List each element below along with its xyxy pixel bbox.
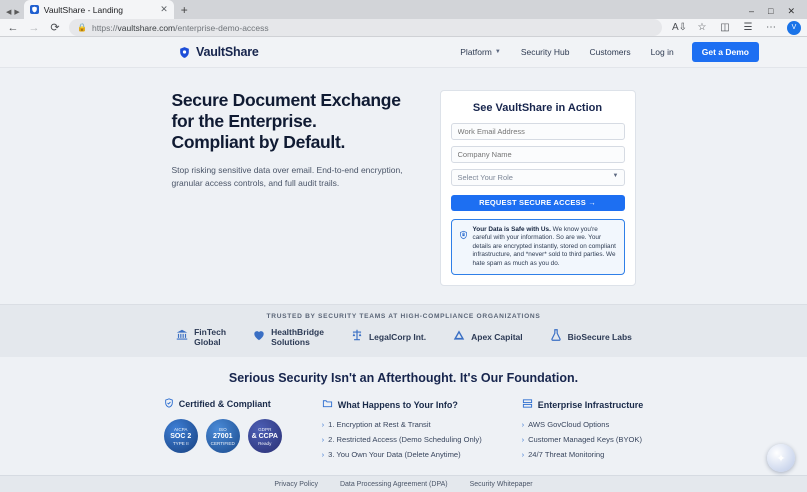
tab-scroll-right-icon[interactable]: ▶ (14, 9, 20, 16)
logo-biosecure-labs (549, 328, 632, 347)
security-section (0, 357, 807, 475)
url-text (92, 23, 269, 33)
logo-line-2: Global (194, 337, 221, 348)
assurance-body: We know you're careful with your information. So are we. Your details are encrypted instantly, stored on compliant infrastructure, and *never* sold to third parties. We hate spam as much as you do. (472, 225, 616, 267)
column-heading (522, 398, 644, 411)
badge-gdpr-ccpa (248, 419, 282, 453)
page-title (172, 90, 404, 153)
company-field[interactable] (451, 146, 625, 163)
url-scheme: https:// (91, 22, 118, 33)
logo-label: LegalCorp Int. (368, 332, 427, 343)
assurance-text (473, 226, 617, 269)
logo-legalcorp-int (350, 328, 426, 347)
list-item (322, 420, 482, 429)
role-select-wrapper (451, 169, 625, 186)
footer-link-security-whitepaper[interactable]: Security Whitepaper (469, 480, 533, 488)
badge-sub: TYPE II (172, 440, 189, 446)
avatar[interactable]: V (787, 21, 801, 35)
collections-icon[interactable]: ☰ (743, 22, 753, 33)
hero-subtitle (172, 164, 404, 190)
hero-section (0, 68, 807, 304)
back-arrow-icon[interactable]: ← (7, 21, 19, 34)
reload-icon[interactable]: ⟳ (50, 22, 60, 34)
list-item (322, 450, 482, 459)
window-close-button[interactable]: ✕ (787, 5, 795, 16)
browser-tab[interactable] (24, 0, 174, 19)
column-enterprise-infrastructure (522, 398, 644, 465)
column-certified-compliant (164, 398, 282, 465)
badge-sub: Ready (258, 440, 272, 446)
badge-top: ISO (218, 426, 227, 432)
address-bar[interactable] (69, 19, 662, 36)
close-icon[interactable]: ✕ (160, 4, 168, 14)
server-icon (522, 398, 533, 411)
flask-icon (549, 328, 563, 347)
request-secure-access-button[interactable]: REQUEST SECURE ACCESS → (451, 195, 625, 211)
url-host: vaultshare.com (117, 22, 176, 33)
logo-label: Apex Capital (471, 332, 523, 343)
badge-top: GDPR (258, 426, 272, 432)
list-item-label: 2. Restricted Access (Demo Scheduling Only) (328, 435, 482, 445)
chevron-down-icon: ▼ (494, 49, 501, 55)
logo-label (194, 327, 226, 347)
nav-label: Platform (460, 47, 492, 57)
column-heading-label: Certified & Compliant (178, 399, 271, 410)
arrow-right-icon: › (521, 422, 525, 430)
badge-sub: CERTIFIED (210, 440, 235, 446)
column-heading-label: Enterprise Infrastructure (537, 399, 644, 410)
list-item-label: 3. You Own Your Data (Delete Anytime) (328, 450, 461, 460)
more-options-icon[interactable]: ⋯ (766, 22, 776, 33)
column-heading (164, 398, 282, 410)
split-screen-icon[interactable]: ◫ (720, 22, 730, 33)
footer-link-privacy-policy[interactable]: Privacy Policy (274, 480, 318, 488)
site-nav (460, 47, 674, 57)
tab-strip (0, 0, 807, 19)
badge-top: AICPA (174, 426, 188, 432)
list-item (522, 420, 644, 429)
badge-iso27001 (206, 419, 240, 453)
bank-icon (175, 328, 189, 347)
column-heading-label: What Happens to Your Info? (337, 399, 458, 410)
minimize-button[interactable]: – (749, 5, 755, 16)
security-title: Serious Security Isn't an Afterthought. It's Our Foundation. (228, 371, 579, 386)
column-what-happens-to-your-info (322, 398, 482, 465)
site-header (0, 37, 807, 68)
column-heading (322, 398, 482, 411)
info-steps-list (322, 420, 482, 459)
shield-check-icon (164, 398, 174, 410)
security-columns (0, 398, 807, 465)
logo-line-1: FinTech (194, 327, 227, 338)
list-item-label: 24/7 Threat Monitoring (528, 450, 605, 460)
hero-title-line-1: Secure Document Exchange (171, 90, 401, 110)
arrow-right-icon: › (521, 437, 525, 445)
logo-label (271, 327, 324, 347)
heart-pulse-icon (252, 328, 266, 347)
list-item-label: AWS GovCloud Options (528, 420, 610, 430)
translate-icon[interactable]: A⇩ (672, 22, 688, 33)
hero-title-line-2: for the Enterprise. (171, 111, 317, 131)
role-select[interactable] (451, 169, 625, 186)
data-assurance-callout (451, 219, 625, 276)
hero-title-line-3: Compliant by Default. (171, 132, 346, 152)
chevron-down-icon: ▼ (612, 173, 619, 179)
arrow-right-icon: › (321, 452, 325, 460)
demo-request-form (440, 90, 636, 286)
star-icon[interactable]: ☆ (697, 22, 707, 33)
email-field[interactable] (451, 123, 625, 140)
logo-line-1: HealthBridge (271, 327, 324, 338)
tab-scroll-left-icon[interactable]: ◀ (6, 9, 12, 16)
compliance-badges (164, 419, 282, 453)
list-item (322, 435, 482, 444)
nav-item-customers[interactable]: Customers (589, 47, 631, 57)
logo-line-2: Solutions (271, 337, 310, 348)
sparkle-icon[interactable]: ✦ (767, 444, 795, 472)
nav-item-login[interactable]: Log in (650, 47, 674, 57)
site-footer (0, 475, 807, 492)
badge-main: 27001 (213, 432, 233, 440)
arrow-right-icon: › (521, 452, 525, 460)
logo-fintech-global (175, 327, 226, 347)
list-item-label: 1. Encryption at Rest & Transit (328, 420, 431, 430)
form-heading: See VaultShare in Action (472, 102, 603, 114)
scales-icon (350, 328, 364, 347)
brand[interactable] (178, 45, 259, 59)
nav-item-security-hub[interactable]: Security Hub (520, 47, 570, 57)
get-a-demo-button[interactable]: Get a Demo (692, 42, 759, 62)
badge-soc2 (164, 419, 198, 453)
list-item (522, 450, 644, 459)
hero-sub-line-1: Stop risking sensitive data over email. End-to-end encryption, (171, 165, 403, 175)
toolbar-actions (669, 21, 801, 35)
browser-toolbar (0, 19, 807, 37)
tab-scroll-arrows[interactable] (4, 8, 24, 19)
customer-logos (0, 327, 807, 347)
tab-title: VaultShare - Landing (43, 4, 124, 15)
logo-healthbridge-solutions (252, 327, 324, 347)
shield-icon (30, 5, 39, 14)
trust-strip (0, 304, 807, 357)
new-tab-button[interactable]: + (180, 3, 188, 17)
folder-icon (322, 398, 333, 411)
arrow-right-icon: › (321, 422, 325, 430)
maximize-button[interactable]: □ (768, 5, 774, 16)
url-path: /enterprise-demo-access (175, 22, 269, 33)
infrastructure-list (522, 420, 644, 459)
page-viewport (0, 37, 807, 492)
forward-arrow-icon[interactable]: → (28, 21, 40, 34)
logo-label: BioSecure Labs (567, 332, 632, 343)
assurance-headline: Your Data is Safe with Us. (472, 225, 551, 233)
nav-item-platform[interactable] (460, 47, 501, 57)
hero-copy (172, 90, 404, 286)
trust-label: TRUSTED BY SECURITY TEAMS AT HIGH-COMPLIANCE ORGANIZATIONS (266, 313, 541, 321)
footer-link-dpa[interactable]: Data Processing Agreement (DPA) (339, 480, 448, 488)
list-item (522, 435, 644, 444)
window-controls (749, 0, 803, 22)
badge-main: SOC 2 (170, 432, 192, 440)
lock-shield-icon (459, 227, 468, 269)
mountain-icon (452, 328, 466, 347)
hero-sub-line-2: granular access controls, and full audit trails. (171, 178, 340, 188)
lock-icon: 🔒 (77, 23, 87, 32)
logo-apex-capital (452, 328, 523, 347)
badge-main: & CCPA (251, 432, 278, 440)
brand-name: VaultShare (196, 45, 259, 59)
arrow-right-icon: › (321, 437, 325, 445)
list-item-label: Customer Managed Keys (BYOK) (528, 435, 643, 445)
vault-shield-icon (178, 46, 191, 59)
